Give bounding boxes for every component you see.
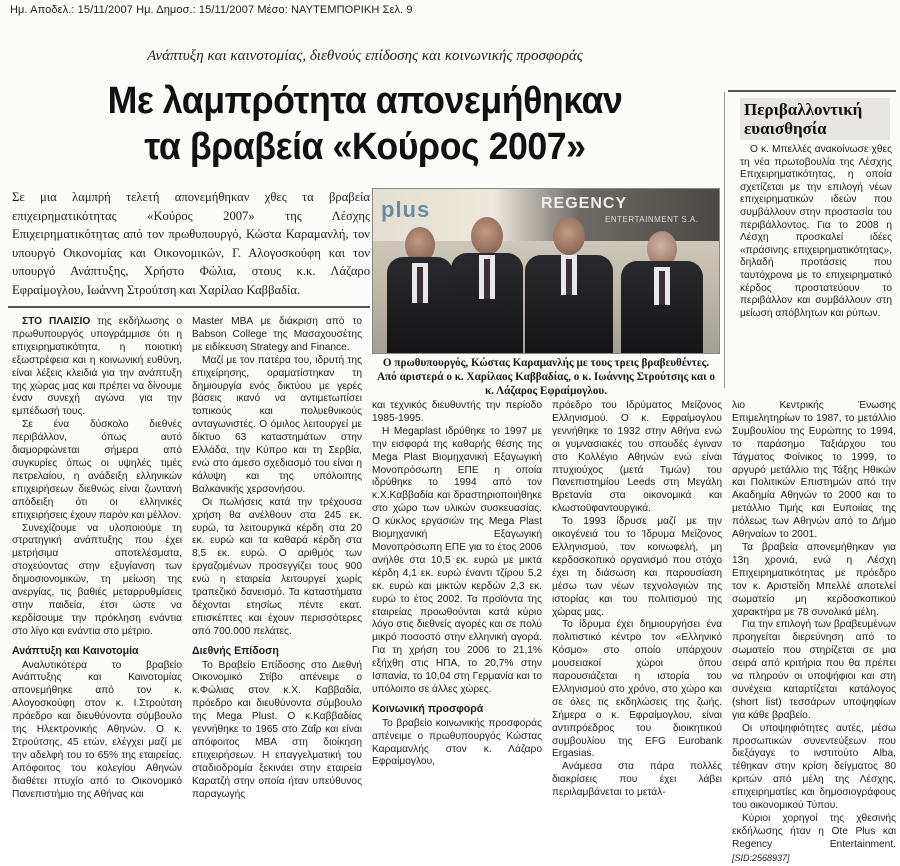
paragraph: Κύριοι χορηγοί της χθεσινής εκδήλωσης ήταν η Ote Plus και Regency Entertainment. — [732, 813, 896, 850]
paragraph: Για την επιλογή των βραβευμένων προηγείται διερεύνηση από το σωματείο που στηρίζεται σε μια σειρά από κριτήρια που θα πρέπει να πληρούν οι υποψήφιοι και στη συνέχεια καταρτίζεται κατάλογος (short list) τεσσάρων υποψηφίων για κάθε βραβείο. — [732, 619, 896, 721]
article-headline — [31, 78, 698, 170]
paragraph: Το 1993 ίδρυσε μαζί με την οικογένειά του το Ίδρυμα Μείζονος Ελληνισμού, τον κοινωφελή, μη κερδοσκοπικό οργανισμό που στόχο έχει τη διάσωση και παρουσίαση μέσω των νέων τεχνολογιών της ιστορίας και του πολιτισμού της χώρας μας. — [552, 516, 722, 618]
article-column-5 — [732, 400, 896, 866]
article-kicker: Ανάπτυξη και καινοτομίας, διεθνούς επίδοσης και κοινωνικής προσφοράς — [147, 48, 583, 64]
article-column-4 — [552, 400, 722, 800]
paragraph: και τεχνικός διευθυντής την περίοδο 1985-1995. — [372, 400, 542, 424]
article-column-1 — [12, 316, 182, 802]
lede-divider — [8, 306, 370, 308]
paragraph: πρόεδρο του Ιδρύματος Μείζονος Ελληνισμού. Ο κ. Εφραίμογλου γεννήθηκε το 1932 στην Αθήνα ενώ οι γυμνασιακές του σπουδές έγιναν στο Κολλέγιο Αθηνών ενώ είναι πτυχιούχος (μετά Τιμών) του Πανεπιστημίου Leeds στη Μεγάλη Βρετανία στα οικονομικά και κλωστοϋφαντουργικά. — [552, 400, 722, 515]
paragraph: Τα βραβεία απονεμήθηκαν για 13η χρονιά, ενώ η Λέσχη Επιχειρηματικότητας με πρόεδρο τον κ. Αριστείδη Μπελλέ αποτελεί σωματείο μη κερδοσκοπικού χαρακτήρα με 78 συνολικά μέλη. — [732, 541, 896, 618]
paragraph: Μαζί με τον πατέρα του, ιδρυτή της επιχείρησης, οραματίστηκαν τη δημιουργία ενός δικτύου με γερές βάσεις ικανό να αντιμετωπίσει τοπικούς και πολυεθνικούς ανταγωνιστές. Ο όμιλος λειτουργεί με δίκτυο 63 καταστημάτων στην Ελλάδα, την Κύπρο και τη Σερβία, ενώ στο άμεσο σχεδιασμό του είναι η κάλυψη και της υπόλοιπης Βαλκανικής χερσονήσου. — [192, 354, 362, 495]
paragraph: Αναλυτικότερα το βραβείο Ανάπτυξης και Καινοτομίας απονεμήθηκε από τον κ. Αλογοσκούφη στον κ. Ι.Στρούτση πρόεδρο και διευθύνοντα σύμβουλο της Ηλεκτρονικής Αθηνών. Ο κ. Στρούτσης, 45 ετών, ελέγχει μαζί με την αδελφή του το 65% της εταιρείας. Απόφοιτος του κολεγίου Αθηνών διαθέτει πτυχίο από το Οικονομικό Πανεπιστήμιο της Αθήνας και — [12, 659, 182, 800]
paragraph: Το βραβείο κοινωνικής προσφοράς απένειμε ο πρωθυπουργός Κώστας Καραμανλής στον κ. Λάζαρο Εφραίμογλου, — [372, 717, 542, 768]
paragraph: της εκδήλωσης ο πρωθυπουργός υπογράμμισε ότι η επιχειρηματικότητα, η ποιοτική εξωστρέφεια και η κοινωνική ευθύνη, είναι λέξεις κλειδιά για την ανάπτυξη της χώρας μας και πρέπει να δίνουμε έναν συνεχή αγώνα για την εμπέδωσή τους. — [12, 316, 182, 418]
paragraph: Ανάμεσα στα πάρα πολλές διακρίσεις που έχει λάβει περιλαμβάνεται το μετάλ- — [552, 761, 722, 799]
clipping-masthead: Ημ. Αποδελ.: 15/11/2007 Ημ. Δημοσ.: 15/11/2007 Μέσο: ΝΑΥΤΕΜΠΟΡΙΚΗ Σελ. 9 — [10, 4, 413, 16]
person-figure — [387, 213, 453, 353]
paragraph: Το Βραβείο Επίδοσης στο Διεθνή Οικονομικό Στίβο απένειμε ο κ.Φώλιας στον κ.Χ. Καββαδία, πρόεδρο και διευθύνοντα σύμβουλο της Mega Plust. Ο κ.Καββαδίας γεννήθηκε το 1965 στο Ζαΐρ και είναι απόφοιτος MBA στη διοίκηση επιχειρήσεων. Η επαγγελματική του σταδιοδρομία ξεκινάει στην εταιρεία Καρατζή στην οποία ήταν υπεύθυνος παραγωγής — [192, 659, 362, 800]
person-figure — [451, 207, 523, 353]
paragraph: Το ίδρυμα έχει δημιουργήσει ένα πολιτιστικό κέντρο τον «Ελληνικό Κόσμο» στο οποίο υπάρχουν μουσειακοί χώροι όπου παρουσιάζεται η ιστορία του Ελληνισμού στο χρόνο, στο χώρο και σε όλες τις εκδηλώσεις της ζωής. Σήμερα ο κ. Εφραίμογλου, είναι αντιπρόεδρος του διοικητικού συμβουλίου της EFG Eurobank Ergasias. — [552, 619, 722, 760]
article-lede: Σε μια λαμπρή τελετή απονεμήθηκαν χθες τα βραβεία επιχειρηματικότητας «Κούρος 2007» της Λέσχης Επιχειρηματικότητας από τον πρωθυπουργό, Κώστα Καραμανλή, τον υπουργό Οικονομίας και Οικονομικών, Γ. Αλογοσκούφη και τον υπουργό Ανάπτυξης, Χρήστο Φώλια, στους κ.κ. Λάζαρο Εφραίμογλου, Ιωάννη Στρούτση και Χαρίλαο Καββαδία. — [12, 190, 370, 297]
paragraph: Συνεχίζουμε να υλοποιούμε τη στρατηγική ανάπτυξης που έχει μετρήσιμα αποτελέσματα, στοχεύοντας στην εξυγίανση των δημοσιονομικών, τη μείωση της ανεργίας, τις βαθιές μεταρρυθμίσεις στην παιδεία, έτσι ώστε να κερδίσουμε την πρόκληση ενάντια στο λίγο και ενάντια στο μέτριο. — [12, 522, 182, 637]
paragraph: Οι πωλήσεις κατά την τρέχουσα χρήση θα ανέλθουν στα 245 εκ. ευρώ, τα λειτουργικά κέρδη στα 20 εκ. ευρώ και τα καθαρά κέρδη στα 8,5 εκ. ευρώ. Ο αριθμός των εργαζομένων προσεγγίζει τους 900 ενώ η εταιρεία λειτουργεί χωρίς τραπεζικό δανεισμό. Τα καταστήματα δέχονται ετησίως πέντε εκατ. επισκέπτες και έχουν περισσότερες από 700.000 πελάτες. — [192, 496, 362, 637]
section-subheading: Κοινωνική προσφορά — [372, 702, 484, 715]
story-id: [SID:2568937] — [732, 852, 790, 863]
paragraph-lead: ΣΤΟ ΠΛΑΙΣΙΟ — [22, 316, 91, 327]
photo-logo-plus: plus — [381, 197, 431, 222]
person-figure — [621, 215, 703, 353]
photo-logo-entertainment: ENTERTAINMENT S.A. — [605, 215, 699, 224]
article-column-3 — [372, 400, 542, 769]
paragraph: Σε ένα δύσκολο διεθνές περιβάλλον, όπως αυτό διαμορφώνεται σήμερα από συγκυρίες όπως οι υψηλές τιμές πετρελαίου, η ανάδειξη ελληνικών επιχειρήσεων διεθνώς είναι ζωντανή απόδειξη ότι οι ελληνικές επιχειρήσεις έχουν παρόν και μέλλον. — [12, 419, 182, 521]
sidebar-title: Περιβαλλοντική ευαισθησία — [740, 98, 890, 140]
paragraph: Οι υποψηφιότητες αυτές, μέσω προσωπικών συνεντεύξεων που διεξάγαγε το ινστιτούτο Alba, τέθηκαν στην κρίση δείγματος 80 κριτών από μέλη της Λέσχης, επιχειρηματίες και δημοσιογράφους του οικονομικού Τύπου. — [732, 722, 896, 812]
photo-caption: Ο πρωθυπουργός, Κώστας Καραμανλής με τους τρεις βραβευθέντες. Από αριστερά ο κ. Χαρίλαος Καββαδίας, ο κ. Ιωάννης Στρούτσης και ο κ. Λάζαρος Εφραίμογλου. — [376, 357, 716, 397]
paragraph: Ο κ. Μπελλές ανακοίνωσε χθες τη νέα πρωτοβουλία της Λέσχης Επιχειρηματικότητας, η οποία σχετίζεται με την επιλογή νέων επιχειρηματικών ιδεών που συμβάλλουν στην προστασία του περιβάλλοντος. Για το 2008 η Λέσχη προσκαλεί ιδέες «πράσινης επιχειρηματικότητας», δηλαδή προτάσεις που ταυτόχρονα με το επιχειρηματικό κέρδος προστατεύουν το περιβάλλον και συμβάλλουν στη μείωση απόβλητων και ρύπων. — [740, 144, 892, 319]
sidebar-body — [740, 144, 892, 320]
sidebar-box — [728, 90, 896, 390]
section-subheading: Διεθνής Επίδοση — [192, 644, 279, 657]
article-column-2 — [192, 316, 362, 802]
column-divider — [724, 92, 725, 388]
paragraph: Η Megaplast ιδρύθηκε το 1997 με την εισφορά της καθαρής θέσης της Mega Plast Βιομηχανική Εξαγωγική Μονοπρόσωπη ΕΠΕ η οποία ιδρύθηκε το 1994 από τον κ.Χ.Καββαδία και δραστηριοποιήθηκε στο χώρο των υλικών συσκευασίας. Ο κύκλος εργασιών της Mega Plast Βιομηχανική Εξαγωγική Μονοπρόσωπη ΕΠΕ για το έτος 2006 ανήλθε στα 10,5 εκ. ευρώ με μικτά κέρδη 4,1 εκ. ευρώ έναντι τζίρου 5,2 εκ. ευρώ και μικτών κερδών 2,3 εκ. ευρώ το έτος 2002. Τα προϊόντα της εταιρείας προωθούνται κατά κύριο λόγο στις διεθνείς αγορές και σε πολύ μικρό ποσοστό στην ελληνική αγορά. Για τη χρήση του 2006 το 21,1% εξήχθη στις ΗΠΑ, το 20,7% στην Ισπανία, το 10,04 στη Γερμανία και το υπόλοιπο σε άλλες χώρες. — [372, 425, 542, 695]
person-figure — [525, 203, 613, 353]
paragraph: Master MBA με διάκριση από το Babson College της Μασαχουσέτης με ειδίκευση Strategy and Finance. — [192, 316, 362, 353]
section-subheading: Ανάπτυξη και Καινοτομία — [12, 644, 139, 657]
headline-line-1: Με λαμπρότητα απονεμήθηκαν — [107, 80, 623, 122]
paragraph: λιο Κεντρικής Ένωσης Επιμελητηρίων το 1987, το μετάλλιο Συμβουλίου της Ευρώπης το 1994, το παράσημο Ταξιάρχου του Τάγματος Φοίνικος το 1999, το αργυρό μετάλλιο της Τάξης Ηθικών και Πολιτικών Επιστημών από την Ακαδημία Αθηνών το 2000 και το μετάλλιο Τιμής και Ευποιίας της πόλεως των Αθηνών από το Δήμο Αθηναίων το 2001. — [732, 400, 896, 541]
headline-line-2: τα βραβεία «Κούρος 2007» — [144, 126, 586, 168]
award-photo — [372, 188, 720, 354]
photo-logo-regency: REGENCY — [541, 195, 628, 212]
